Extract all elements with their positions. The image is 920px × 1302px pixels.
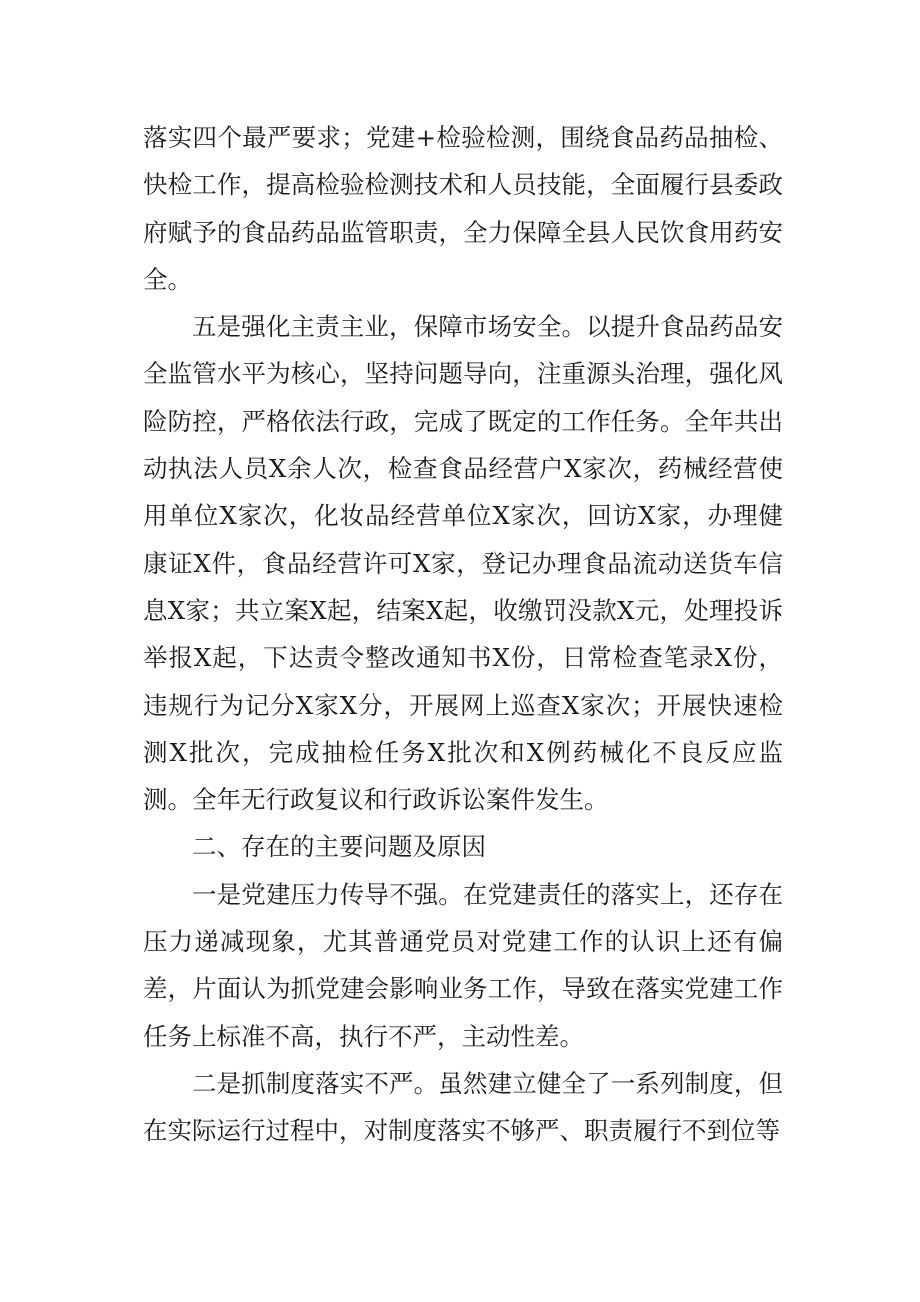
- section-heading-problems: 二、存在的主要问题及原因: [192, 832, 486, 862]
- paragraph-system-implementation: 二是抓制度落实不严。虽然建立健全了一系列制度，但在实际运行过程中，对制度落实不够严、职责履行不到位等: [143, 1068, 783, 1146]
- paragraph-continuation: 落实四个最严要求；党建+检验检测，围绕食品药品抽检、快检工作，提高检验检测技术和人员技能，全面履行县委政府赋予的食品药品监管职责，全力保障全县人民饮食用药安全。: [143, 123, 783, 294]
- paragraph-market-safety: 五是强化主责主业，保障市场安全。以提升食品药品安全监管水平为核心，坚持问题导向，注重源头治理，强化风险防控，严格依法行政，完成了既定的工作任务。全年共出动执法人员X余人次，检查食品经营户X家次，药械经营使用单位X家次，化妆品经营单位X家次，回访X家，办理健康证X件，食品经营许可X家，登记办理食品流动送货车信息X家；共立案X起，结案X起，收缴罚没款X元，处理投诉举报X起，下达责令整改通知书X份，日常检查笔录X份，违规行为记分X家X分，开展网上巡查X家次；开展快速检测X批次，完成抽检任务X批次和X例药械化不良反应监测。全年无行政复议和行政诉讼案件发生。: [143, 312, 783, 815]
- paragraph-party-pressure: 一是党建压力传导不强。在党建责任的落实上，还存在压力递减现象，尤其普通党员对党建工作的认识上还有偏差，片面认为抓党建会影响业务工作，导致在落实党建工作任务上标准不高，执行不严，主动性差。: [143, 879, 783, 1051]
- document-body: [143, 114, 783, 1155]
